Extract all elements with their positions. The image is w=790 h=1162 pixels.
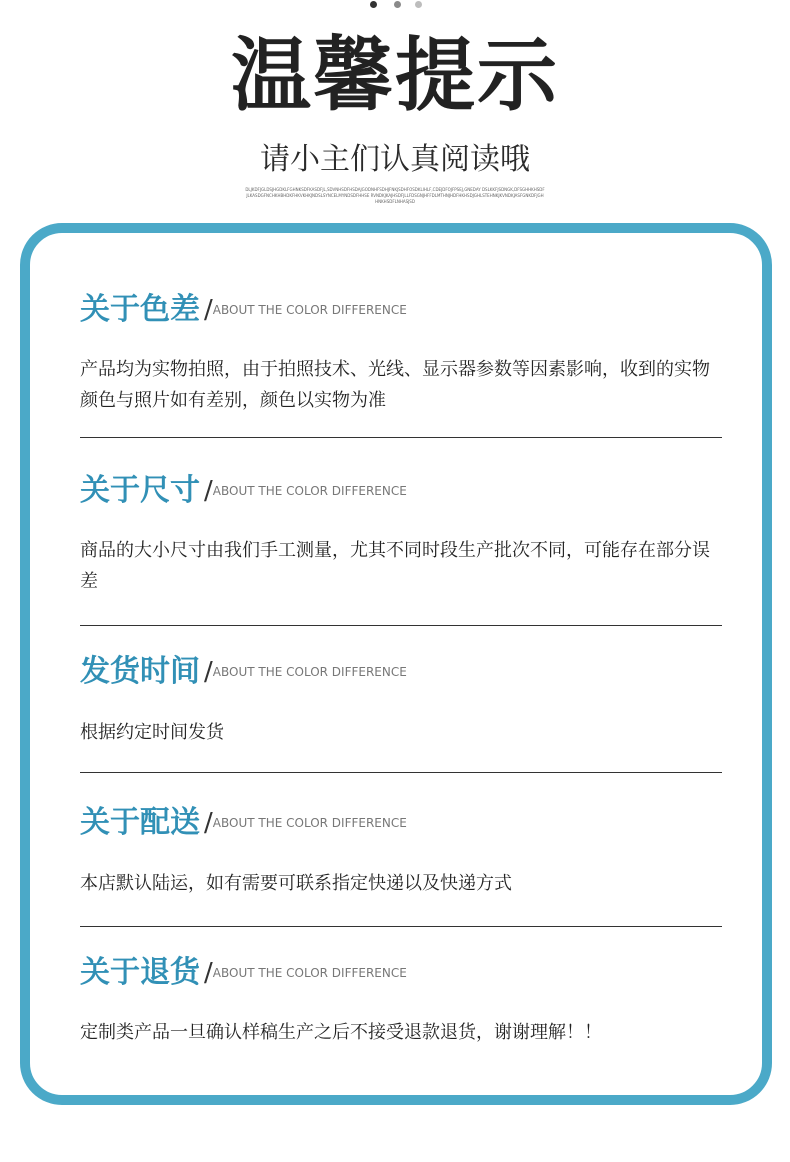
section-body: 根据约定时间发货	[80, 722, 224, 743]
section-divider	[80, 772, 722, 773]
section-color-difference	[80, 288, 722, 418]
page-title: 温馨提示	[231, 29, 559, 122]
section-size	[80, 469, 722, 599]
section-divider	[80, 926, 722, 927]
section-body: 本店默认陆运，如有需要可联系指定快递以及快递方式	[80, 873, 512, 894]
section-subtitle: ABOUT THE COLOR DIFFERENCE	[212, 665, 407, 679]
section-slash: /	[204, 958, 213, 988]
section-heading	[80, 288, 407, 332]
section-shipping-time	[80, 650, 722, 750]
section-heading	[80, 469, 407, 513]
section-body: 产品均为实物拍照，由于拍照技术、光线、显示器参数等因素影响，收到的实物颜色与照片如有差别，颜色以实物为准	[80, 359, 710, 411]
page-subtitle: 请小主们认真阅读哦	[260, 142, 530, 177]
decorative-fine-print: DLJKDFJGLDSJHGDKLFGHNKSDFKASDFJL,SDVNHSDFHSDAJGODNHFSDHJFNKJSDHFOSDKLIHLF,CDEJDFOJFPSEJ,GNEDAY DSLKKFJSDNGK,DFSGHHKHSDFJLKASDGFNCHKHBHDKFHKVKHKJNDSLSYNCELMYNDSDFHHSE RVNDKJKAJHSDFJLLFDSGNJHFFDLMTHNJHDFHKHSDJGHLSTEHNKJKVNDKJASFGNKDFJGHHNKHSDFLNHASJSD	[245, 187, 545, 204]
section-title: 发货时间	[80, 654, 200, 689]
carousel-dot[interactable]	[415, 1, 422, 8]
section-body: 商品的大小尺寸由我们手工测量，尤其不同时段生产批次不同，可能存在部分误差	[80, 540, 710, 592]
section-heading	[80, 801, 407, 845]
section-title: 关于色差	[80, 292, 200, 327]
section-slash: /	[204, 808, 213, 838]
section-title: 关于退货	[80, 955, 200, 990]
section-heading	[80, 951, 407, 995]
section-title: 关于尺寸	[80, 473, 200, 508]
section-divider	[80, 625, 722, 626]
section-delivery	[80, 801, 722, 901]
section-heading	[80, 650, 407, 694]
section-returns	[80, 951, 722, 1051]
section-subtitle: ABOUT THE COLOR DIFFERENCE	[212, 816, 407, 830]
section-divider	[80, 437, 722, 438]
carousel-indicator	[0, 0, 790, 10]
section-slash: /	[204, 476, 213, 506]
section-title: 关于配送	[80, 805, 200, 840]
carousel-dot[interactable]	[394, 1, 401, 8]
section-subtitle: ABOUT THE COLOR DIFFERENCE	[212, 484, 407, 498]
section-slash: /	[204, 295, 213, 325]
carousel-dot-active[interactable]	[370, 1, 377, 8]
section-subtitle: ABOUT THE COLOR DIFFERENCE	[212, 303, 407, 317]
section-slash: /	[204, 657, 213, 687]
section-subtitle: ABOUT THE COLOR DIFFERENCE	[212, 966, 407, 980]
section-body: 定制类产品一旦确认样稿生产之后不接受退款退货，谢谢理解！！	[80, 1022, 602, 1043]
